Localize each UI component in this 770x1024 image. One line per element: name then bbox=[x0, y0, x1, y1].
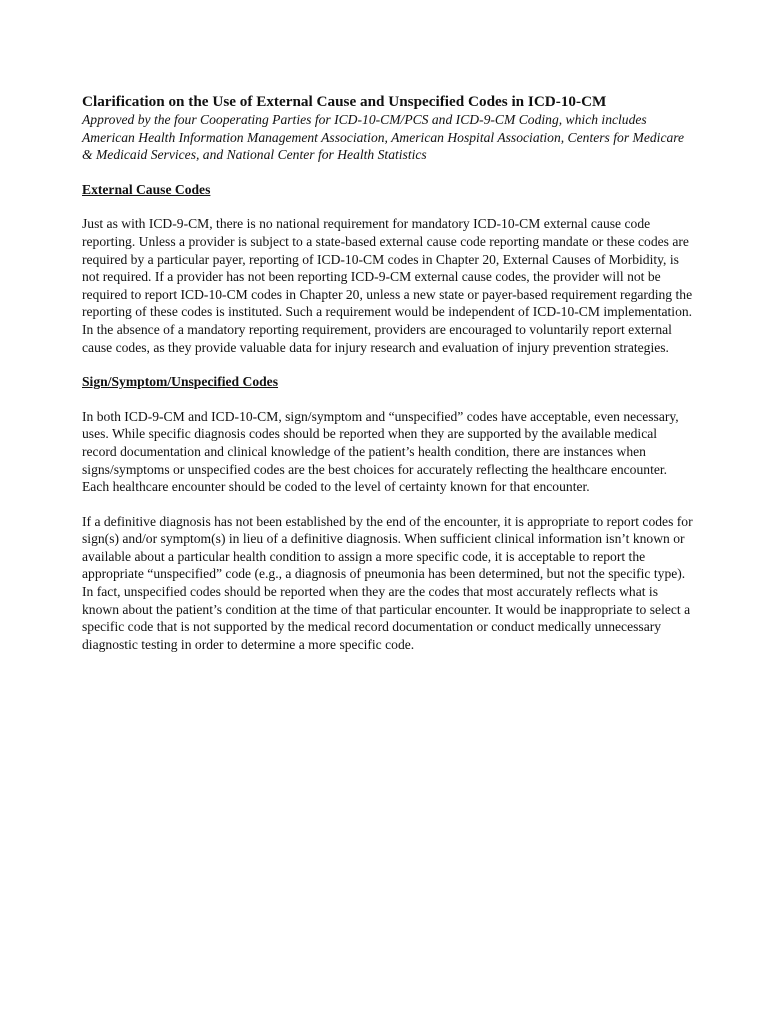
document-title: Clarification on the Use of External Cause and Unspecified Codes in ICD-10-CM bbox=[82, 93, 607, 110]
paragraph: Just as with ICD-9-CM, there is no national requirement for mandatory ICD-10-CM external cause code reporting. Unless a provider is subject to a state-based external cause code reporting mandate or these codes are required by a particular payer, reporting of ICD-10-CM codes in Chapter 20, External Causes of Morbidity, is not required. If a provider has not been reporting ICD-9-CM external cause codes, the provider will not be required to report ICD-10-CM codes in Chapter 20, unless a new state or payer-based requirement regarding the reporting of these codes is instituted. Such a requirement would be independent of ICD-10-CM implementation. In the absence of a mandatory reporting requirement, providers are encouraged to voluntarily report external cause codes, as they provide valuable data for injury research and evaluation of injury prevention strategies. bbox=[82, 216, 693, 355]
document-subtitle: Approved by the four Cooperating Parties for ICD-10-CM/PCS and ICD-9-CM Coding, which includes American Health Information Management Association, American Hospital Association, Centers for Medicare & Medicaid Services, and National Center for Health Statistics bbox=[82, 112, 685, 163]
section-external-cause-codes bbox=[82, 181, 694, 356]
section-sign-symptom-unspecified-codes bbox=[82, 373, 694, 653]
section-heading: External Cause Codes bbox=[82, 181, 211, 197]
section-heading: Sign/Symptom/Unspecified Codes bbox=[82, 374, 279, 390]
paragraph: In both ICD-9-CM and ICD-10-CM, sign/symptom and “unspecified” codes have acceptable, even necessary, uses. While specific diagnosis codes should be reported when they are supported by the available medical record documentation and clinical knowledge of the patient’s health condition, there are instances when signs/symptoms or unspecified codes are the best choices for accurately reflecting the healthcare encounter. Each healthcare encounter should be coded to the level of certainty known for that encounter. bbox=[82, 408, 679, 495]
document-page bbox=[82, 93, 694, 653]
paragraph: If a definitive diagnosis has not been established by the end of the encounter, it is appropriate to report codes for sign(s) and/or symptom(s) in lieu of a definitive diagnosis. When sufficient clinical information isn’t known or available about a particular health condition to assign a more specific code, it is acceptable to report the appropriate “unspecified” code (e.g., a diagnosis of pneumonia has been determined, but not the specific type). In fact, unspecified codes should be reported when they are the codes that most accurately reflects what is known about the patient’s condition at the time of that particular encounter. It would be inappropriate to select a specific code that is not supported by the medical record documentation or conduct medically unnecessary diagnostic testing in order to determine a more specific code. bbox=[82, 513, 693, 652]
